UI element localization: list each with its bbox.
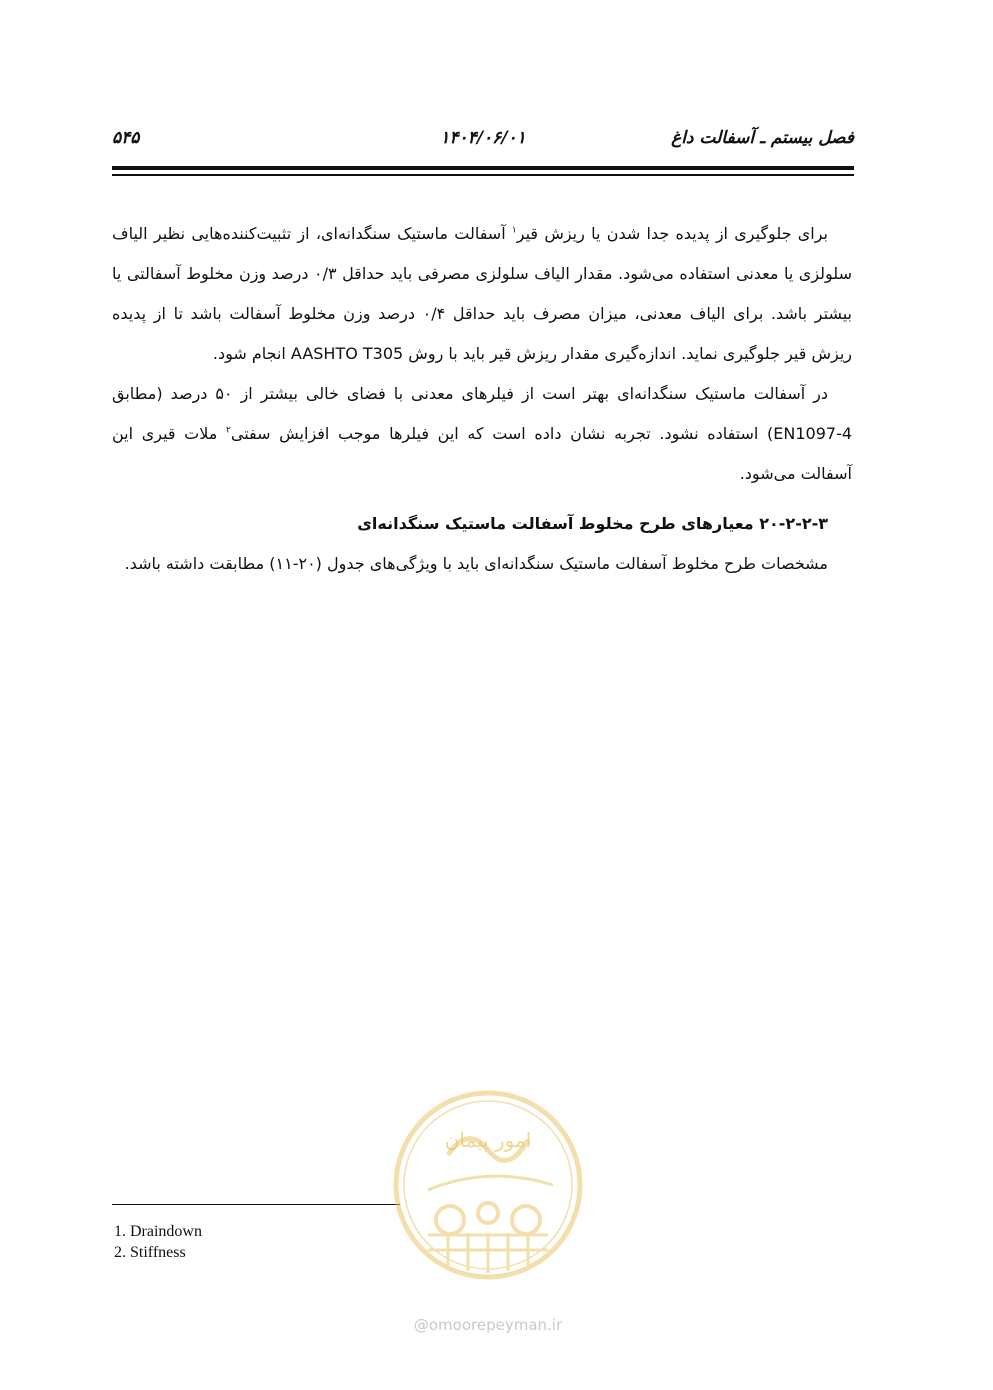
footnotes [114, 1221, 202, 1263]
footnote-rule [112, 1204, 400, 1205]
watermark-url: @omoorepeyman.ir [413, 1316, 563, 1334]
header-rule-thin [112, 174, 854, 176]
page-header [112, 128, 854, 158]
chapter-title: فصل بیستم ـ آسفالت داغ [671, 128, 854, 148]
footnote-1: 1. Draindown [114, 1223, 202, 1240]
header-date: ۱۴۰۴/۰۶/۰۱ [440, 128, 526, 148]
paragraph-mix-design: مشخصات طرح مخلوط آسفالت ماستیک سنگدانه‌ای باید با ویژگی‌های جدول (۲۰-۱۱) مطابقت داشته باشد. [124, 554, 828, 573]
watermark-gear-left [436, 1206, 464, 1234]
paragraph-1-text-a: برای جلوگیری از پدیده جدا شدن یا ریزش قیر [516, 224, 829, 243]
paragraph-2-text-b: ملات قیری این آسفالت می‌شود. [112, 424, 852, 483]
body-text [112, 214, 852, 584]
watermark-logo-text: امور پیمان [444, 1128, 532, 1152]
paragraph-1-text-b: آسفالت ماستیک سنگدانه‌ای، از تثبیت‌کننده‌هایی نظیر الیاف سلولزی یا معدنی استفاده می‌شود. مقدار الیاف سلولزی مصرفی باید حداقل ۰/۳ درصد وزن مخلوط آسفالتی یا بیشتر باشد. برای الیاف معدنی، میزان مصرف باید حداقل ۰/۴ درصد وزن مخلوط آسفالت باشد تا از پدیده ریزش قیر جلوگیری نماید. اندازه‌گیری مقدار ریزش قیر باید با روش AASHTO T305 انجام شود. [112, 224, 853, 363]
footnote-2: 2. Stiffness [114, 1244, 186, 1261]
watermark-logo [388, 1085, 588, 1345]
page-number: ۵۴۵ [112, 128, 140, 148]
section-heading: ۲۰-۲-۲-۳ معیارهای طرح مخلوط آسفالت ماستیک سنگدانه‌ای [357, 514, 828, 533]
paragraph-fillers [112, 374, 852, 494]
paragraph-2-text-a: در آسفالت ماستیک سنگدانه‌ای بهتر است از فیلرهای معدنی با فضای خالی بیشتر از ۵۰ درصد (مطابق EN1097-4) استفاده نشود. تجربه نشان داده است که این فیلرها موجب افزایش سفتی [112, 384, 853, 443]
paragraph-stabilizers [112, 214, 852, 374]
watermark-swoosh [428, 1176, 553, 1190]
footnote-ref-2: ۲ [226, 425, 231, 436]
header-rule-thick [112, 166, 854, 170]
footnote-ref-1: ۱ [511, 225, 517, 236]
watermark-gear-right [512, 1206, 540, 1234]
watermark-gear-center [478, 1203, 498, 1223]
